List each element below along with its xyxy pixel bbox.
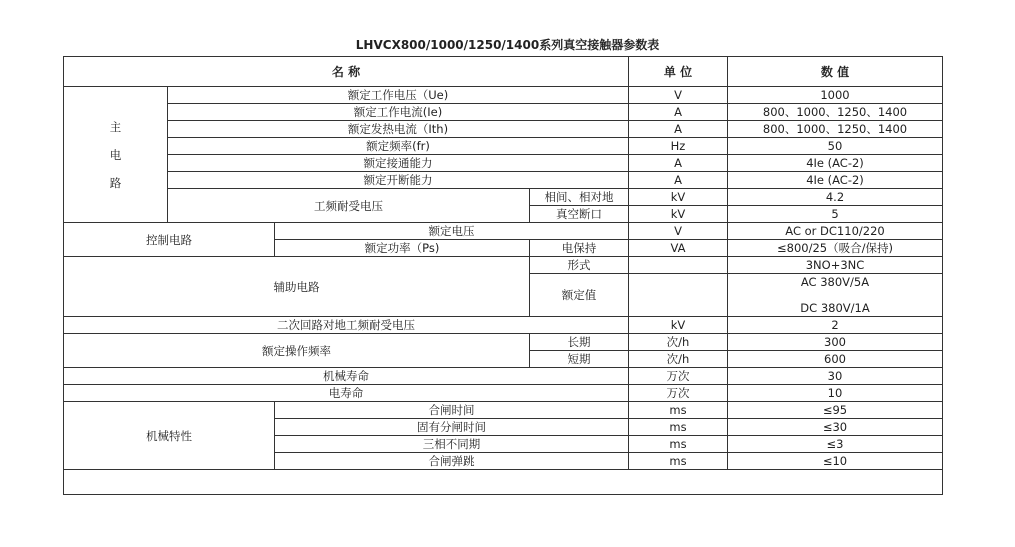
row-unit [629, 257, 728, 274]
control-circuit-label: 控制电路 [64, 223, 275, 257]
row-subname: 额定值 [530, 274, 629, 317]
table-row [64, 223, 943, 240]
row-value: AC or DC110/220 [728, 223, 943, 240]
row-value: 4.2 [728, 189, 943, 206]
row-unit: 次/h [629, 334, 728, 351]
row-unit: Hz [629, 138, 728, 155]
row-name: 电寿命 [64, 385, 629, 402]
row-name: 额定接通能力 [168, 155, 629, 172]
row-value: ≤800/25（吸合/保持) [728, 240, 943, 257]
table-row [64, 155, 943, 172]
table-row [64, 138, 943, 155]
row-unit: A [629, 155, 728, 172]
row-value: 2 [728, 317, 943, 334]
aux-rated-ac: AC 380V/5A [800, 275, 870, 289]
table-row [64, 317, 943, 334]
aux-rated-dc: DC 380V/1A [800, 301, 870, 315]
withstand-label: 工频耐受电压 [168, 189, 530, 223]
row-value: 3NO+3NC [728, 257, 943, 274]
row-unit: kV [629, 189, 728, 206]
header-unit: 单 位 [629, 57, 728, 87]
row-value: 4Ie (AC-2) [728, 155, 943, 172]
row-name: 合闸时间 [275, 402, 629, 419]
row-unit: ms [629, 453, 728, 470]
row-name: 三相不同期 [275, 436, 629, 453]
row-name: 机械寿命 [64, 368, 629, 385]
row-unit: V [629, 223, 728, 240]
row-value: 1000 [728, 87, 943, 104]
row-name: 固有分闸时间 [275, 419, 629, 436]
row-value: 5 [728, 206, 943, 223]
row-name: 额定发热电流（Ith) [168, 121, 629, 138]
row-value: 10 [728, 385, 943, 402]
table-row [64, 257, 943, 274]
row-unit: VA [629, 240, 728, 257]
blank-row [64, 470, 943, 495]
row-name: 合闸弹跳 [275, 453, 629, 470]
table-row [64, 172, 943, 189]
header-value: 数 值 [728, 57, 943, 87]
row-value: 4Ie (AC-2) [728, 172, 943, 189]
row-unit: 万次 [629, 385, 728, 402]
row-unit: A [629, 104, 728, 121]
row-value: 30 [728, 368, 943, 385]
row-name: 额定开断能力 [168, 172, 629, 189]
main-circuit-label: 主 电 路 [64, 87, 168, 223]
table-row [64, 368, 943, 385]
row-subname: 真空断口 [530, 206, 629, 223]
table-title: LHVCX800/1000/1250/1400系列真空接触器参数表 [355, 38, 660, 52]
row-unit: 万次 [629, 368, 728, 385]
op-freq-label: 额定操作频率 [64, 334, 530, 368]
row-value: 600 [728, 351, 943, 368]
header-name: 名 称 [64, 57, 629, 87]
row-unit [629, 274, 728, 317]
row-unit: ms [629, 436, 728, 453]
row-name: 额定功率（Ps) [275, 240, 530, 257]
row-value: ≤3 [728, 436, 943, 453]
row-value [728, 274, 943, 317]
row-unit: kV [629, 317, 728, 334]
row-unit: ms [629, 419, 728, 436]
row-subname: 电保持 [530, 240, 629, 257]
row-subname: 短期 [530, 351, 629, 368]
table-row [64, 402, 943, 419]
row-unit: ms [629, 402, 728, 419]
header-row [64, 57, 943, 87]
table-row [64, 189, 943, 206]
row-name: 额定频率(fr) [168, 138, 629, 155]
row-name: 额定工作电流(Ie) [168, 104, 629, 121]
table-row [64, 334, 943, 351]
table-row [64, 104, 943, 121]
table-row [64, 385, 943, 402]
row-value: ≤95 [728, 402, 943, 419]
row-value: ≤10 [728, 453, 943, 470]
row-value: 800、1000、1250、1400 [728, 104, 943, 121]
table-row [64, 121, 943, 138]
row-name: 二次回路对地工频耐受电压 [64, 317, 629, 334]
row-name: 额定工作电压（Ue) [168, 87, 629, 104]
row-unit: A [629, 172, 728, 189]
row-name: 额定电压 [275, 223, 629, 240]
row-value: 300 [728, 334, 943, 351]
row-unit: V [629, 87, 728, 104]
parameter-table [63, 56, 943, 495]
row-subname: 形式 [530, 257, 629, 274]
mech-char-label: 机械特性 [64, 402, 275, 470]
row-subname: 相间、相对地 [530, 189, 629, 206]
row-unit: 次/h [629, 351, 728, 368]
row-value: 800、1000、1250、1400 [728, 121, 943, 138]
row-value: ≤30 [728, 419, 943, 436]
row-value: 50 [728, 138, 943, 155]
row-unit: kV [629, 206, 728, 223]
blank-cell [64, 470, 943, 495]
row-subname: 长期 [530, 334, 629, 351]
table-row [64, 87, 943, 104]
aux-circuit-label: 辅助电路 [64, 257, 530, 317]
row-unit: A [629, 121, 728, 138]
